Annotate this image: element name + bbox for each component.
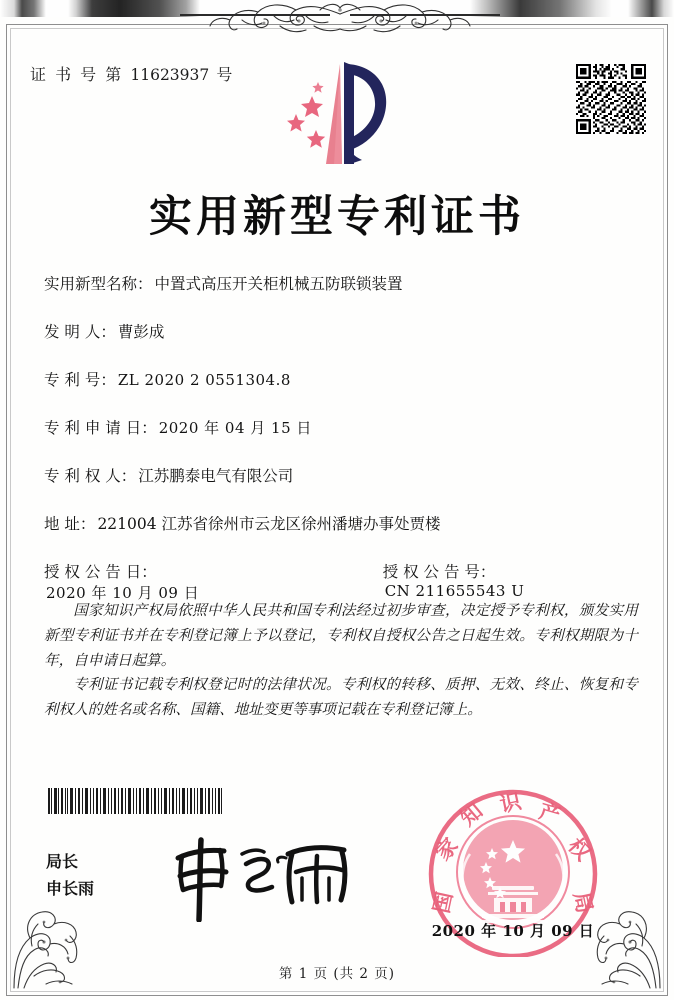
field-patentee xyxy=(44,464,634,486)
legal-paragraph-1: 国家知识产权局依照中华人民共和国专利法经过初步审查，决定授予专利权，颁发实用新型专利证书并在专利登记簿上予以登记，专利权自授权公告之日起生效。专利权期限为十年，自申请日起算。 xyxy=(44,602,638,669)
field-address xyxy=(44,512,634,534)
signature-block xyxy=(46,848,94,902)
field-label: 实用新型名称： xyxy=(44,275,153,293)
certificate-number-suffix: 号 xyxy=(216,65,235,84)
header-rule-left xyxy=(180,14,330,16)
svg-text:产: 产 xyxy=(536,797,564,828)
svg-text:局: 局 xyxy=(568,889,598,916)
certificate-number-value: 11623937 xyxy=(130,66,210,84)
field-label: 发 明 人： xyxy=(44,323,116,341)
svg-text:权: 权 xyxy=(563,832,596,866)
field-grant-date xyxy=(44,560,309,603)
field-label: 专 利 号： xyxy=(44,371,116,389)
svg-text:知: 知 xyxy=(455,797,488,831)
field-value: 221004 江苏省徐州市云龙区徐州潘塘办事处贾楼 xyxy=(97,515,441,533)
certificate-number-label: 证 书 号 第 xyxy=(30,65,124,84)
field-value: ZL 2020 2 0551304.8 xyxy=(117,371,291,389)
field-label: 专 利 申 请 日： xyxy=(44,419,157,437)
field-list xyxy=(44,272,634,629)
svg-text:识: 识 xyxy=(497,788,524,818)
signature-role: 局长 xyxy=(46,852,79,871)
field-value: 2020 年 04 月 15 日 xyxy=(158,419,312,437)
field-value: 2020 年 10 月 09 日 xyxy=(46,584,200,602)
seal-date: 2020 年 10 月 09 日 xyxy=(431,922,595,940)
header-rule-right xyxy=(350,14,500,16)
field-value: 江苏鹏泰电气有限公司 xyxy=(138,467,294,485)
field-label: 地 址： xyxy=(44,515,96,533)
svg-text:家: 家 xyxy=(430,832,463,866)
legal-paragraph-2: 专利证书记载专利权登记时的法律状况。专利权的转移、质押、无效、终止、恢复和专利权人的姓名或名称、国籍、地址变更等事项记载在专利登记簿上。 xyxy=(44,676,638,718)
field-label: 专 利 权 人： xyxy=(44,467,137,485)
svg-text:国: 国 xyxy=(428,889,458,916)
qr-code xyxy=(576,64,646,134)
certificate-number-line xyxy=(30,62,234,85)
field-label: 授 权 公 告 日： xyxy=(44,563,157,581)
barcode xyxy=(46,788,224,814)
handwritten-signature xyxy=(168,832,368,922)
cnipa-logo xyxy=(282,52,400,170)
header-ornament xyxy=(170,0,510,42)
field-application-date xyxy=(44,416,634,438)
field-value: 中置式高压开关柜机械五防联锁装置 xyxy=(154,275,403,293)
filigree-scrollwork-icon xyxy=(170,0,510,42)
field-publication-number xyxy=(383,560,634,600)
field-grant-row xyxy=(44,560,634,603)
page-title: 实用新型专利证书 xyxy=(149,192,525,242)
page-footer: 第 1 页 (共 2 页) xyxy=(278,966,396,982)
field-value: CN 211655543 U xyxy=(384,582,525,600)
signature-name: 申长雨 xyxy=(46,879,95,898)
field-value: 曹彭成 xyxy=(117,323,165,341)
field-utility-model-name xyxy=(44,272,634,294)
field-patent-number xyxy=(44,368,634,390)
field-label: 授 权 公 告 号： xyxy=(382,563,496,581)
field-inventor xyxy=(44,320,634,342)
